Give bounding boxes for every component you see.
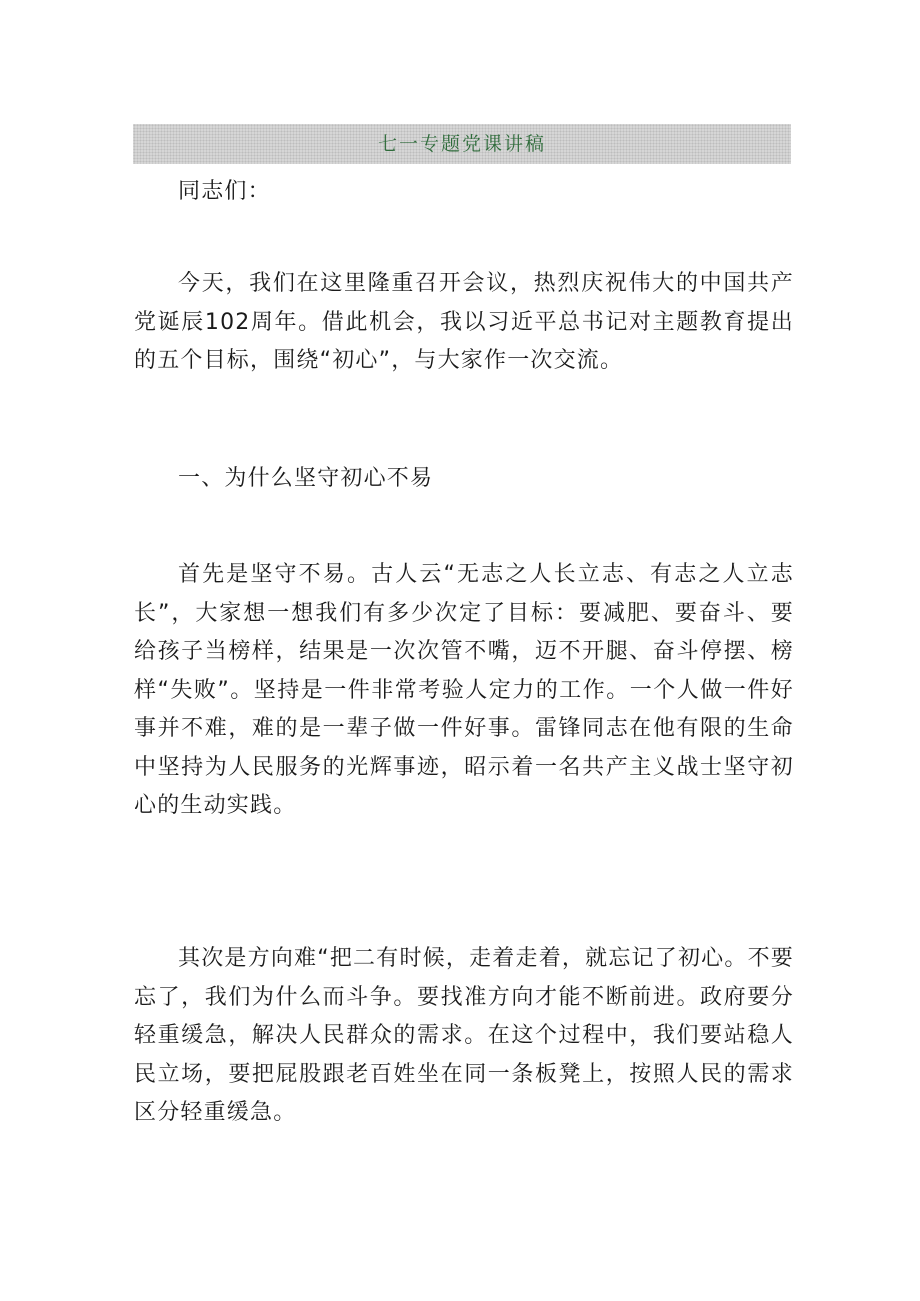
section-heading-block bbox=[134, 460, 794, 499]
paragraph-3: 其次是方向难“把二有时候，走着走着，就忘记了初心。不要忘了，我们为什么而斗争。要找准方向才能不断前进。政府要分轻重缓急，解决人民群众的需求。在这个过程中，我们要站稳人民立场，要把屁股跟老百姓坐在同一条板凳上，按照人民的需求区分轻重缓急。 bbox=[134, 946, 794, 1125]
paragraph-1: 今天，我们在这里隆重召开会议，热烈庆祝伟大的中国共产党诞辰102周年。借此机会，我以习近平总书记对主题教育提出的五个目标，围绕“初心”，与大家作一次交流。 bbox=[134, 271, 794, 373]
greeting: 同志们： bbox=[178, 179, 271, 204]
paragraph-block-3 bbox=[134, 940, 794, 1133]
section-heading-1: 一、为什么坚守初心不易 bbox=[178, 466, 434, 491]
paragraph-2: 首先是坚守不易。古人云“无志之人长立志、有志之人立志长”，大家想一想我们有多少次定了目标：要减肥、要奋斗、要给孩子当榜样，结果是一次次管不嘴，迈不开腿、奋斗停摆、榜样“失败”。坚持是一件非常考验人定力的工作。一个人做一件好事并不难，难的是一辈子做一件好事。雷锋同志在他有限的生命中坚持为人民服务的光辉事迹，昭示着一名共产主义战士坚守初心的生动实践。 bbox=[134, 562, 794, 818]
paragraph-block-1 bbox=[134, 265, 794, 381]
paragraph-block-2 bbox=[134, 556, 794, 826]
document-title: 七一专题党课讲稿 bbox=[377, 133, 546, 155]
greeting-block bbox=[134, 173, 794, 212]
title-banner bbox=[133, 124, 791, 164]
